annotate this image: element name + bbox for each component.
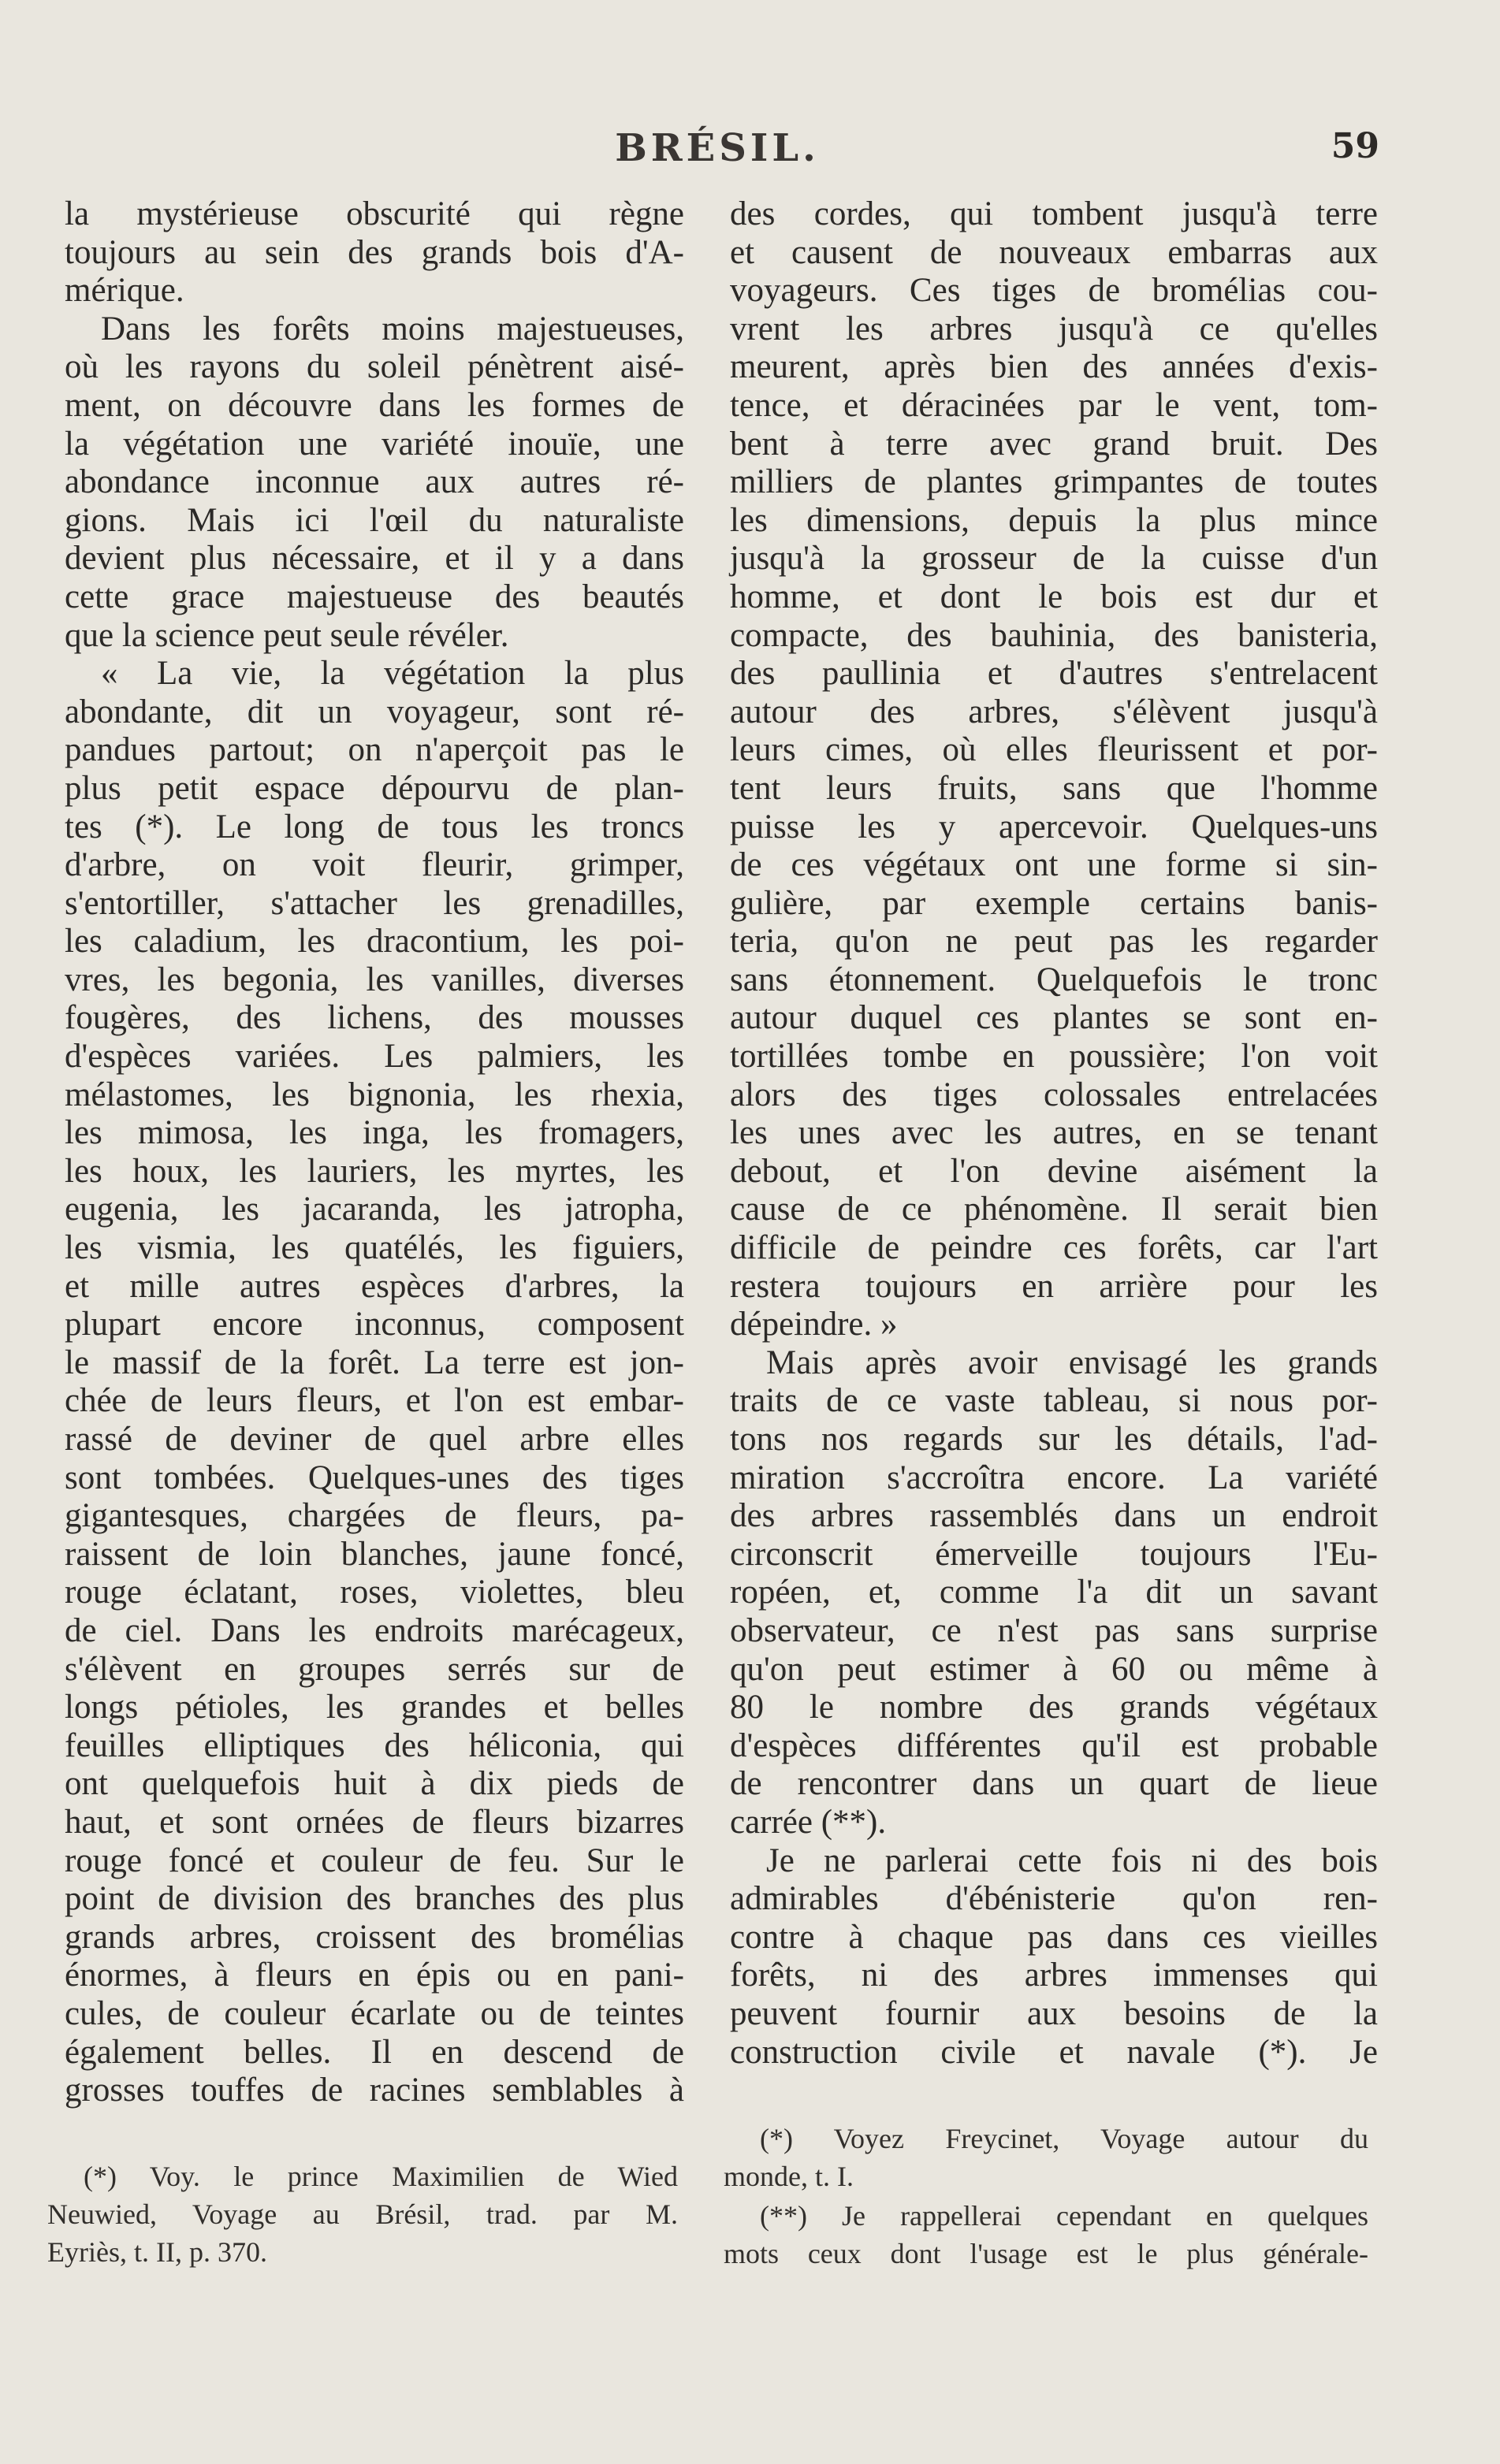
text-line: admirables d'ébénisterie qu'on ren- (730, 1880, 1378, 1918)
text-line: 80 le nombre des grands végétaux (730, 1689, 1378, 1726)
text-line: pandues partout; on n'aperçoit pas le (65, 731, 684, 769)
text-line: tortillées tombe en poussière; l'on voit (730, 1038, 1378, 1076)
text-line: cette grace majestueuse des beautés (65, 578, 684, 615)
text-line: cules, de couleur écarlate ou de teintes (65, 1994, 684, 2032)
text-line: la végétation une variété inouïe, une (65, 425, 684, 463)
text-line: meurent, après bien des années d'exis- (730, 348, 1378, 386)
text-line: compacte, des bauhinia, des banisteria, (730, 616, 1378, 654)
text-line: point de division des branches des plus (65, 1880, 684, 1918)
text-line: que la science peut seule révéler. (65, 616, 509, 654)
text-line: Mais après avoir envisagé les grands (766, 1343, 1378, 1381)
left-column (65, 195, 684, 2110)
text-line: d'arbre, on voit fleurir, grimper, (65, 846, 684, 884)
page-header (63, 126, 1379, 181)
footnote-line: (*) Voyez Freycinet, Voyage autour du (760, 2123, 1368, 2154)
text-line: tes (*). Le long de tous les troncs (65, 808, 684, 845)
text-line: d'espèces variées. Les palmiers, les (65, 1038, 684, 1076)
text-line: ment, on découvre dans les formes de (65, 386, 684, 424)
text-line: énormes, à fleurs en épis ou en pani- (65, 1957, 684, 1994)
text-line: les vismia, les quatélés, les figuiers, (65, 1229, 684, 1267)
text-line: cause de ce phénomène. Il serait bien (730, 1191, 1378, 1228)
text-line: sont tombées. Quelques-unes des tiges (65, 1459, 684, 1496)
text-line: abondante, dit un voyageur, sont ré- (65, 693, 684, 730)
text-line: eugenia, les jacaranda, les jatropha, (65, 1191, 684, 1228)
footnote-line: Eyriès, t. II, p. 370. (47, 2236, 267, 2268)
text-line: debout, et l'on devine aisément la (730, 1152, 1378, 1190)
text-line: Dans les forêts moins majestueuses, (101, 310, 684, 347)
text-line: abondance inconnue aux autres ré- (65, 463, 684, 501)
text-line: sans étonnement. Quelquefois le tronc (730, 961, 1378, 998)
text-line: milliers de plantes grimpantes de toutes (730, 463, 1378, 501)
text-line: grands arbres, croissent des bromélias (65, 1918, 684, 1956)
text-line: rouge éclatant, roses, violettes, bleu (65, 1574, 684, 1611)
text-line: rouge foncé et couleur de feu. Sur le (65, 1841, 684, 1879)
text-line: construction civile et navale (*). Je (730, 2033, 1378, 2071)
text-line: les houx, les lauriers, les myrtes, les (65, 1152, 684, 1190)
text-line: raissent de loin blanches, jaune foncé, (65, 1535, 684, 1573)
text-line: feuilles elliptiques des héliconia, qui (65, 1726, 684, 1764)
text-line: haut, et sont ornées de fleurs bizarres (65, 1803, 684, 1841)
text-line: homme, et dont le bois est dur et (730, 578, 1378, 615)
text-line: s'entortiller, s'attacher les grenadilles, (65, 884, 684, 922)
text-line: de ces végétaux ont une forme si sin- (730, 846, 1378, 884)
footnote-line: Neuwied, Voyage au Brésil, trad. par M. (47, 2198, 678, 2230)
text-line: la mystérieuse obscurité qui règne (65, 195, 684, 232)
text-line: mérique. (65, 272, 184, 310)
footnote-line: monde, t. I. (724, 2161, 854, 2192)
text-line: puisse les y apercevoir. Quelques-uns (730, 808, 1378, 845)
text-line: toujours au sein des grands bois d'A- (65, 233, 684, 271)
text-line: d'espèces différentes qu'il est probable (730, 1726, 1378, 1764)
text-line: gions. Mais ici l'œil du naturaliste (65, 501, 684, 539)
text-line: ont quelquefois huit à dix pieds de (65, 1765, 684, 1803)
text-line: teria, qu'on ne peut pas les regarder (730, 923, 1378, 961)
text-line: voyageurs. Ces tiges de bromélias cou- (730, 272, 1378, 310)
text-line: les caladium, les dracontium, les poi- (65, 923, 684, 961)
text-line: contre à chaque pas dans ces vieilles (730, 1918, 1378, 1956)
text-line: plupart encore inconnus, composent (65, 1306, 684, 1343)
text-line: vres, les begonia, les vanilles, diverses (65, 961, 684, 998)
footnote-line: (**) Je rappellerai cependant en quelques (760, 2200, 1368, 2232)
text-line: des arbres rassemblés dans un endroit (730, 1497, 1378, 1535)
footnotes-right (724, 2120, 1368, 2273)
text-line: difficile de peindre ces forêts, car l'art (730, 1229, 1378, 1267)
text-line: peuvent fournir aux besoins de la (730, 1994, 1378, 2032)
text-line: tons nos regards sur les détails, l'ad- (730, 1421, 1378, 1458)
text-line: tence, et déracinées par le vent, tom- (730, 386, 1378, 424)
text-line: bent à terre avec grand bruit. Des (730, 425, 1378, 463)
text-line: forêts, ni des arbres immenses qui (730, 1957, 1378, 1994)
text-line: et mille autres espèces d'arbres, la (65, 1267, 684, 1305)
text-line: miration s'accroîtra encore. La variété (730, 1459, 1378, 1496)
text-line: également belles. Il en descend de (65, 2033, 684, 2071)
footnote-line: mots ceux dont l'usage est le plus générale- (724, 2238, 1368, 2269)
running-title: BRÉSIL. (615, 126, 820, 170)
text-line: gigantesques, chargées de fleurs, pa- (65, 1497, 684, 1535)
text-line: alors des tiges colossales entrelacées (730, 1076, 1378, 1113)
text-line: les mimosa, les inga, les fromagers, (65, 1114, 684, 1152)
text-line: autour des arbres, s'élèvent jusqu'à (730, 693, 1378, 730)
text-line: traits de ce vaste tableau, si nous por- (730, 1382, 1378, 1420)
text-line: longs pétioles, les grandes et belles (65, 1689, 684, 1726)
text-line: autour duquel ces plantes se sont en- (730, 999, 1378, 1037)
text-line: plus petit espace dépourvu de plan- (65, 769, 684, 807)
text-line: fougères, des lichens, des mousses (65, 999, 684, 1037)
text-line: gulière, par exemple certains banis- (730, 884, 1378, 922)
text-line: s'élèvent en groupes serrés sur de (65, 1650, 684, 1688)
text-line: rassé de deviner de quel arbre elles (65, 1421, 684, 1458)
page-number: 59 (1331, 126, 1379, 166)
right-column (730, 195, 1378, 2072)
text-line: leurs cimes, où elles fleurissent et por- (730, 731, 1378, 769)
text-line: qu'on peut estimer à 60 ou même à (730, 1650, 1378, 1688)
text-line: les unes avec les autres, en se tenant (730, 1114, 1378, 1152)
text-line: devient plus nécessaire, et il y a dans (65, 540, 684, 578)
footnote-line: (*) Voy. le prince Maximilien de Wied (84, 2161, 678, 2192)
text-line: où les rayons du soleil pénètrent aisé- (65, 348, 684, 386)
text-line: observateur, ce n'est pas sans surprise (730, 1611, 1378, 1649)
text-line: grosses touffes de racines semblables à (65, 2072, 684, 2109)
text-line: dépeindre. » (730, 1306, 898, 1343)
text-line: tent leurs fruits, sans que l'homme (730, 769, 1378, 807)
text-line: les dimensions, depuis la plus mince (730, 501, 1378, 539)
text-line: jusqu'à la grosseur de la cuisse d'un (730, 540, 1378, 578)
text-line: restera toujours en arrière pour les (730, 1267, 1378, 1305)
text-line: le massif de la forêt. La terre est jon- (65, 1343, 684, 1381)
text-line: de rencontrer dans un quart de lieue (730, 1765, 1378, 1803)
text-line: ropéen, et, comme l'a dit un savant (730, 1574, 1378, 1611)
text-line: des cordes, qui tombent jusqu'à terre (730, 195, 1378, 232)
footnotes-left (47, 2157, 678, 2271)
text-line: des paullinia et d'autres s'entrelacent (730, 655, 1378, 693)
text-line: mélastomes, les bignonia, les rhexia, (65, 1076, 684, 1113)
text-line: vrent les arbres jusqu'à ce qu'elles (730, 310, 1378, 347)
text-line: Je ne parlerai cette fois ni des bois (766, 1841, 1378, 1879)
text-line: circonscrit émerveille toujours l'Eu- (730, 1535, 1378, 1573)
text-line: de ciel. Dans les endroits marécageux, (65, 1611, 684, 1649)
text-line: chée de leurs fleurs, et l'on est embar- (65, 1382, 684, 1420)
text-line: carrée (**). (730, 1803, 887, 1841)
text-line: « La vie, la végétation la plus (101, 655, 684, 693)
text-line: et causent de nouveaux embarras aux (730, 233, 1378, 271)
